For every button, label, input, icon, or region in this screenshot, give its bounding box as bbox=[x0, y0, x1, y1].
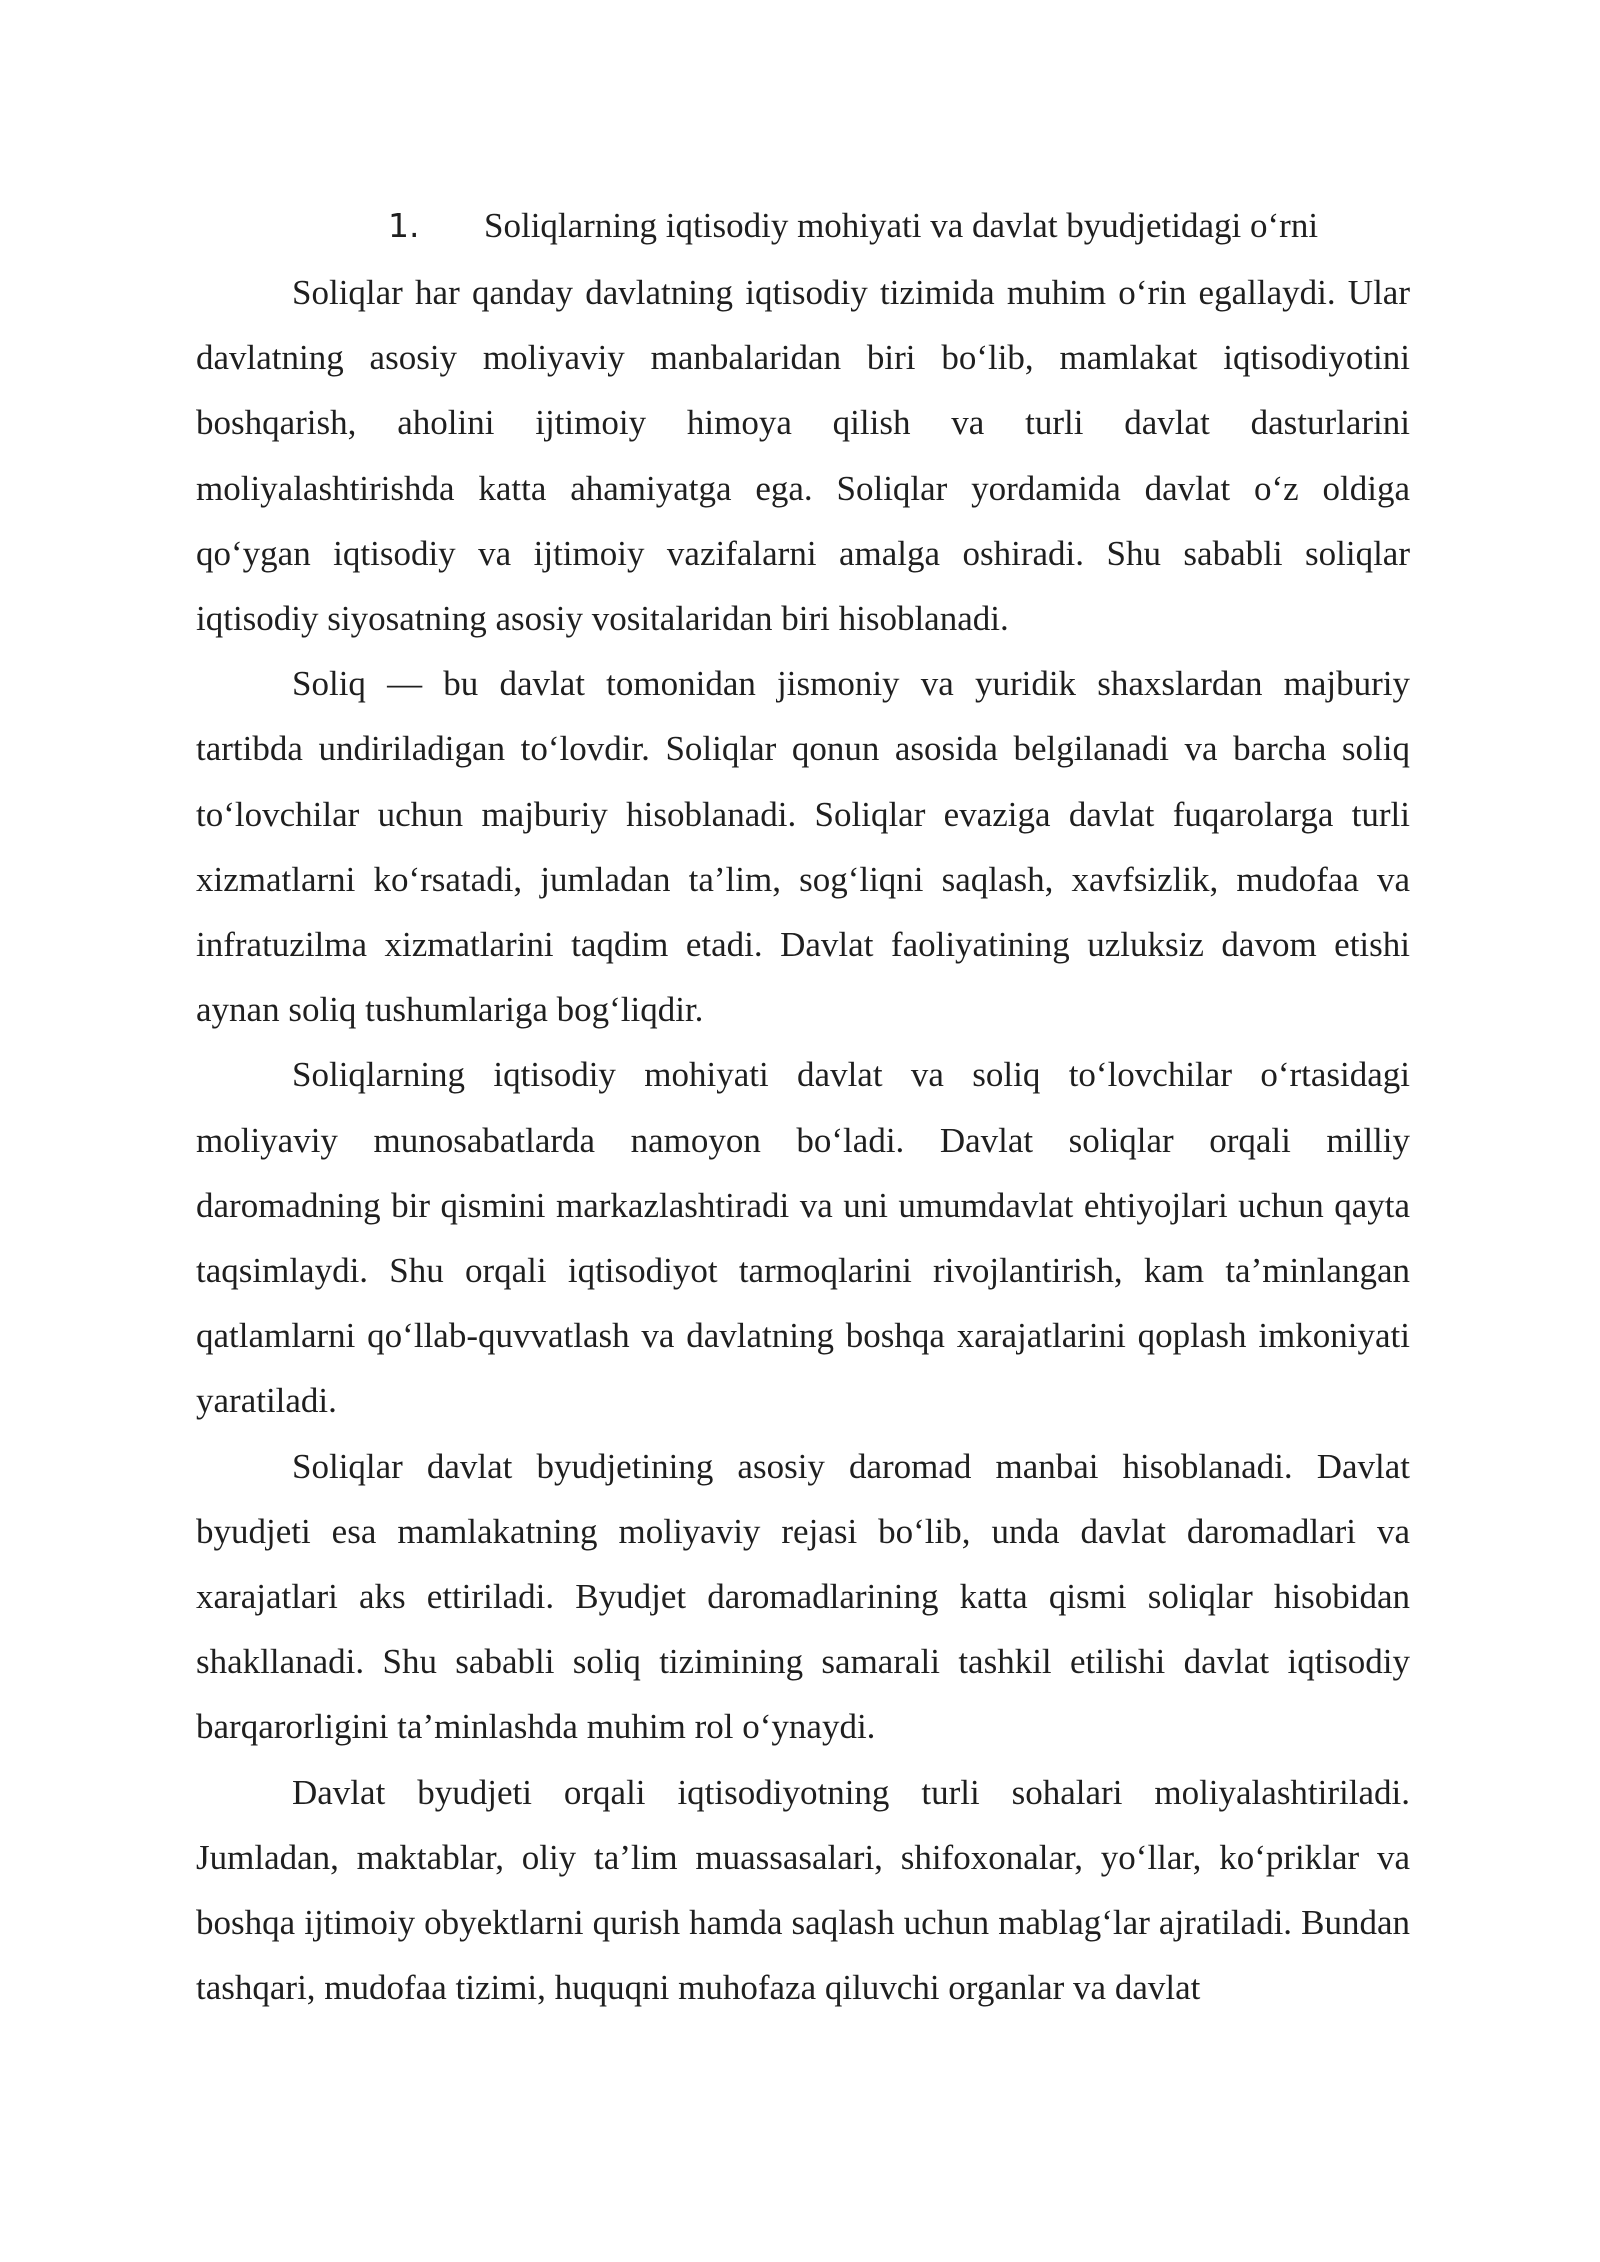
paragraph-5: Davlat byudjeti orqali iqtisodiyotning turli sohalari moliyalashtiriladi. Jumladan, maktablar, oliy ta’lim muassasalari, shifoxonalar, yo‘llar, ko‘priklar va boshqa ijtimoiy obyektlarni qurish hamda saqlash uchun mablag‘lar ajratiladi. Bundan tashqari, mudofaa tizimi, huquqni muhofaza qiluvchi organlar va davlat bbox=[196, 1772, 1410, 2008]
paragraph-4: Soliqlar davlat byudjetining asosiy daromad manbai hisoblanadi. Davlat byudjeti esa mamlakatning moliyaviy rejasi bo‘lib, unda davlat daromadlari va xarajatlari aks ettiriladi. Byudjet daromadlarining katta qismi soliqlar hisobidan shakllanadi. Shu sababli soliq tizimining samarali tashkil etilishi davlat iqtisodiy barqarorligini ta’minlashda muhim rol o‘ynaydi. bbox=[196, 1446, 1410, 1747]
paragraph-2: Soliq — bu davlat tomonidan jismoniy va yuridik shaxslardan majburiy tartibda undiriladigan to‘lovdir. Soliqlar qonun asosida belgilanadi va barcha soliq to‘lovchilar uchun majburiy hisoblanadi. Soliqlar evaziga davlat fuqarolarga turli xizmatlarni ko‘rsatadi, jumladan ta’lim, sog‘liqni saqlash, xavfsizlik, mudofaa va infratuzilma xizmatlarini taqdim etadi. Davlat faoliyatining uzluksiz davom etishi aynan soliq tushumlariga bog‘liqdir. bbox=[196, 664, 1410, 1030]
paragraph-1: Soliqlar har qanday davlatning iqtisodiy tizimida muhim o‘rin egallaydi. Ular davlatning asosiy moliyaviy manbalaridan biri bo‘lib, mamlakat iqtisodiyotini boshqarish, aholini ijtimoiy himoya qilish va turli davlat dasturlarini moliyalashtirishda katta ahamiyatga ega. Soliqlar yordamida davlat o‘z oldiga qo‘ygan iqtisodiy va ijtimoiy vazifalarni amalga oshiradi. Shu sababli soliqlar iqtisodiy siyosatning asosiy vositalaridan biri hisoblanadi. bbox=[196, 273, 1410, 639]
section-heading bbox=[388, 196, 1408, 256]
paragraph-3: Soliqlarning iqtisodiy mohiyati davlat va soliq to‘lovchilar o‘rtasidagi moliyaviy munosabatlarda namoyon bo‘ladi. Davlat soliqlar orqali milliy daromadning bir qismini markazlashtiradi va uni umumdavlat ehtiyojlari uchun qayta taqsimlaydi. Shu orqali iqtisodiyot tarmoqlarini rivojlantirish, kam ta’minlangan qatlamlarni qo‘llab-quvvatlash va davlatning boshqa xarajatlarini qoplash imkoniyati yaratiladi. bbox=[196, 1055, 1410, 1421]
section-title: Soliqlarning iqtisodiy mohiyati va davlat byudjetidagi o‘rni bbox=[484, 206, 1319, 245]
body-text bbox=[196, 260, 1410, 2020]
section-number: 1. bbox=[388, 206, 420, 245]
